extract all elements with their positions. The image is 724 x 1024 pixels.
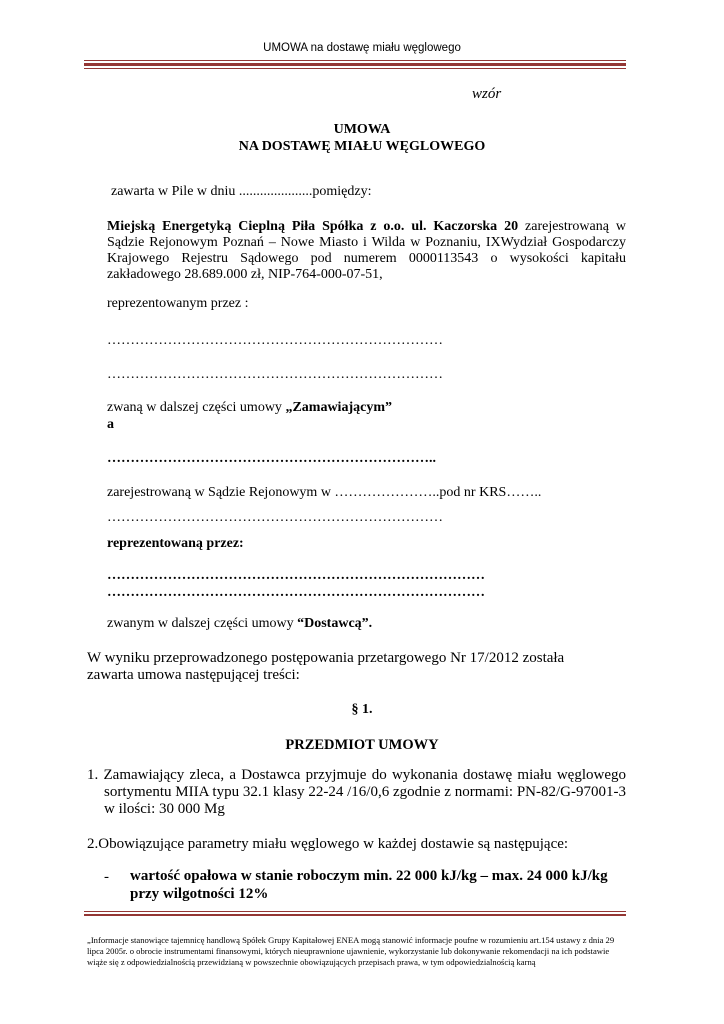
template-label: wzór [472, 86, 502, 102]
supplier-name: “Dostawcą”. [297, 616, 373, 631]
registered-line: zarejestrowaną w Sądzie Rejonowym w …………………..pod nr KRS…….. [107, 485, 542, 500]
section-title: PRZEDMIOT UMOWY [285, 737, 439, 753]
header-rule-thin-top [84, 60, 626, 61]
represented-by-label: reprezentowanym przez : [107, 296, 249, 311]
dots-bold-3: ……………………………………………………………………… [107, 585, 485, 600]
item-1: 1. Zamawiający zleca, a Dostawca przyjmuje do wykonania dostawę miału węglowego sortymentu MIIA typu 32.1 klasy 22-24 /16/0,6 zgodnie z normami: PN-82/G-97001-3 w ilości: 30 000 Mg [87, 767, 626, 817]
dots-line-1: ……………………………………………………………… [107, 333, 443, 348]
called-prefix: zwaną w dalszej części umowy [107, 400, 286, 415]
footer-rule-thin [84, 911, 626, 912]
intro-line: zawarta w Pile w dniu .....................pomiędzy: [111, 184, 372, 199]
running-header: UMOWA na dostawę miału węglowego [263, 42, 461, 54]
supplier-prefix: zwanym w dalszej części umowy [107, 616, 298, 631]
dots-line-3: ……………………………………………………………… [107, 510, 443, 525]
and-label: a [107, 417, 114, 432]
confidentiality-footnote: „Informacje stanowiące tajemnicę handlową Spółek Grupy Kapitałowej ENEA mogą stanowić informacje poufne w rozumieniu art.154 ustawy z dnia 29 lipca 2005r. o obrocie instrumentami finansowymi, których nieuprawnione ujawnienie, wykorzystanie lub dokonywanie rekomendacji na ich podstawie wiąże się z odpowiedzialnością przewidzianą w powszechnie obowiązujących przepisach prawa, w tym odpowiedzialnością karną [87, 935, 615, 968]
document-title: UMOWA [333, 122, 391, 137]
party1-paragraph [107, 219, 626, 283]
item-2: 2.Obowiązujące parametry miału węglowego w każdej dostawie są następujące: [87, 836, 569, 852]
header-rule-thin-bottom [84, 68, 626, 69]
document-subtitle: NA DOSTAWĘ MIAŁU WĘGLOWEGO [238, 139, 486, 154]
called-name: „Zamawiającym” [285, 400, 392, 415]
section-number: § 1. [351, 702, 373, 717]
dots-bold-1: …………………………………………………………….. [107, 451, 436, 466]
bullet-text: wartość opałowa w stanie roboczym min. 22 000 kJ/kg – max. 24 000 kJ/kg przy wilgotności 12% [130, 868, 608, 902]
dots-bold-2: ……………………………………………………………………… [107, 568, 485, 583]
footer-rule-thick [84, 914, 626, 916]
called-line [107, 400, 392, 416]
party1-details: zarejestrowaną w Sądzie Rejonowym Poznań – Nowe Miasto i Wilda w Poznaniu, IXWydział Gospodarczy Krajowego Rejestru Sądowego pod numerem 0000113543 o wysokości kapitału zakładowego 28.689.000 zł, NIP-764-000-07-51, [107, 219, 627, 282]
header-rule-thick [84, 63, 626, 66]
represented-by-label-2: reprezentowaną przez: [107, 536, 244, 551]
supplier-line [107, 616, 372, 632]
party1-name: Miejską Energetyką Cieplną Piła Spółka z o.o. ul. Kaczorska 20 [107, 219, 519, 234]
dots-line-2: ……………………………………………………………… [107, 367, 443, 382]
bullet-dash: - [104, 869, 109, 885]
result-paragraph: W wyniku przeprowadzonego postępowania przetargowego Nr 17/2012 została zawarta umowa następującej treści: [87, 650, 565, 683]
